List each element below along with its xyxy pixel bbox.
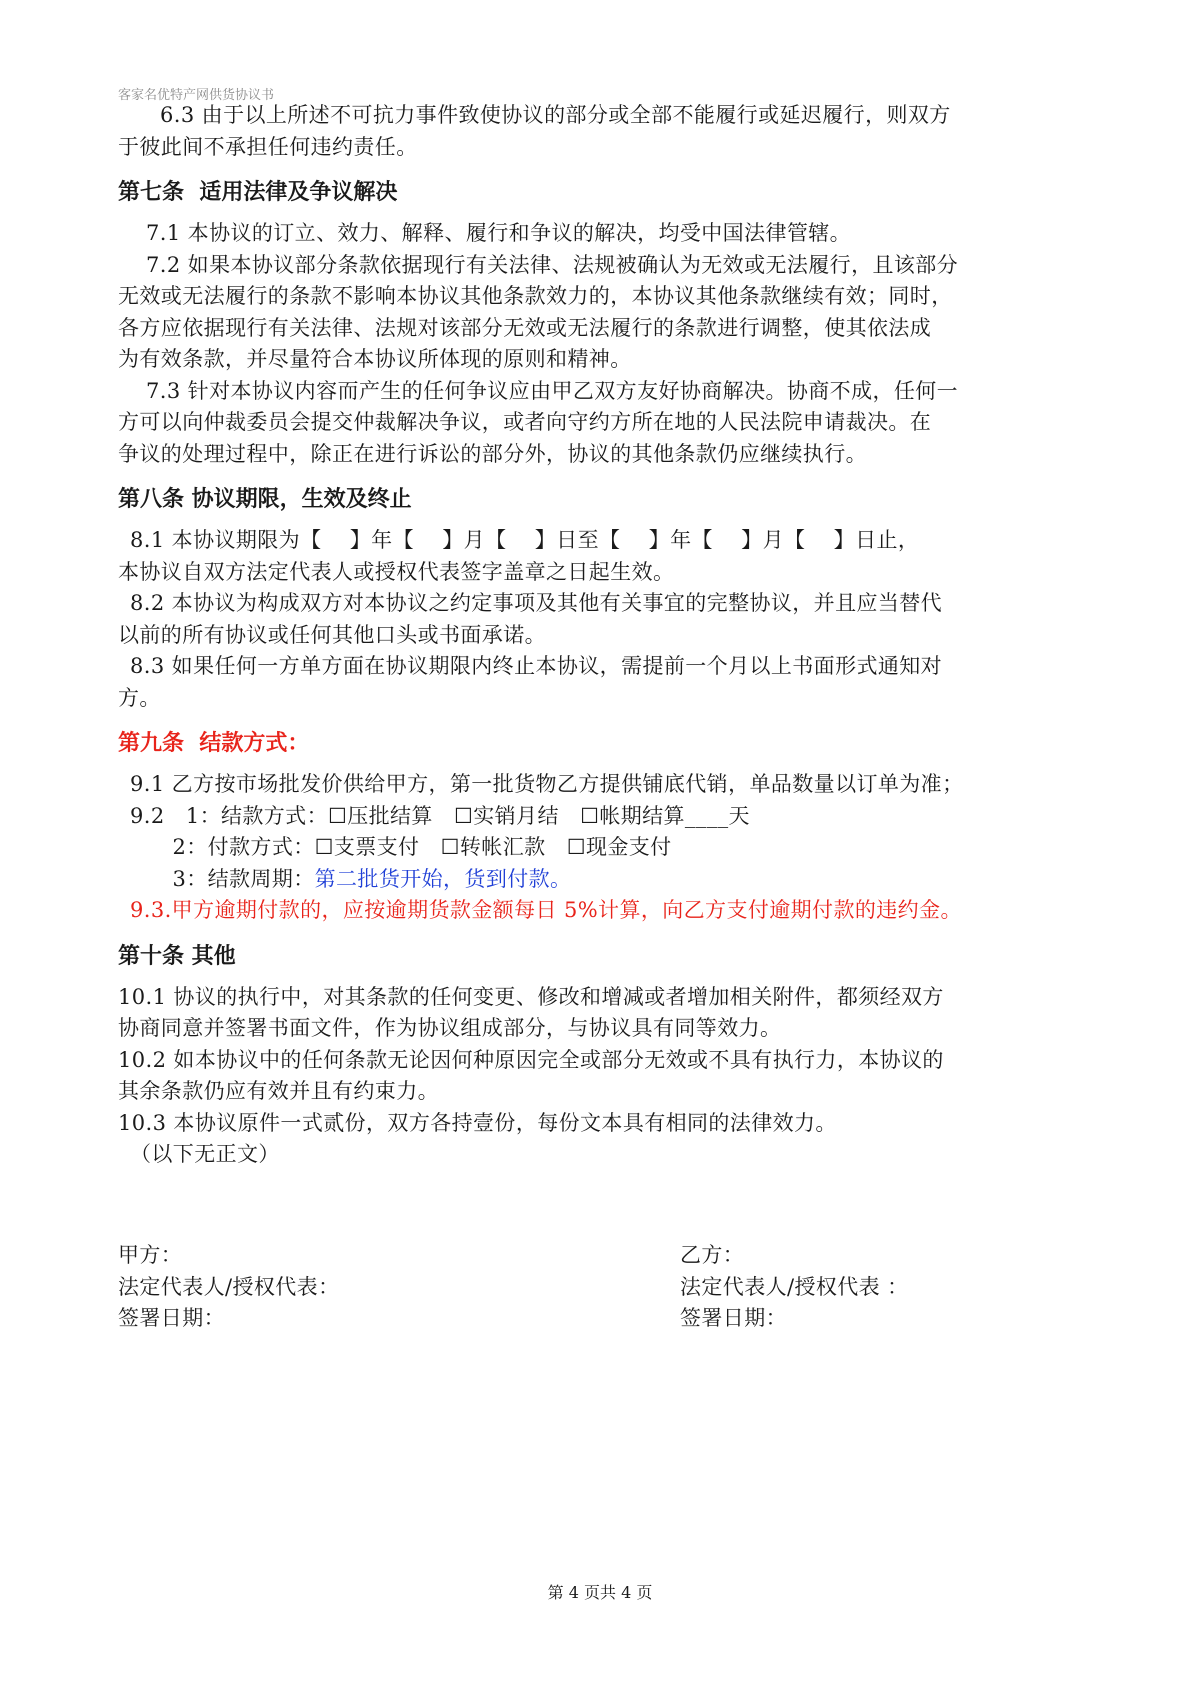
- clause-8-3-line-1: 8.3 如果任何一方单方面在协议期限内终止本协议，需提前一个月以上书面形式通知对: [130, 654, 943, 678]
- clause-10-2-line-1: 10.2 如本协议中的任何条款无论因何种原因完全或部分无效或不具有执行力，本协议的: [118, 1047, 944, 1072]
- clause-7-2-line-1: 7.2 如果本协议部分条款依据现行有关法律、法规被确认为无效或无法履行，且该部分: [146, 252, 959, 277]
- clause-8-1-line-2: 本协议自双方法定代表人或授权代表签字盖章之日起生效。: [118, 559, 675, 584]
- clause-8-1-line-1: 8.1 本协议期限为【 】年【 】月【 】日至【 】年【 】月【 】日止，: [130, 528, 920, 552]
- party-b-signature: [680, 1240, 909, 1335]
- party-b-date: 签署日期：: [680, 1306, 787, 1330]
- party-a-date: 签署日期：: [118, 1306, 225, 1330]
- clause-7-3-line-2: 方可以向仲裁委员会提交仲裁解决争议，或者向守约方所在地的人民法院申请裁决。在: [118, 410, 932, 434]
- no-further-text-note: （以下无正文）: [130, 1142, 280, 1166]
- clause-10-2-line-2: 其余条款仍应有效并且有约束力。: [118, 1079, 439, 1103]
- clause-7-1: 7.1 本协议的订立、效力、解释、履行和争议的解决，均受中国法律管辖。: [146, 221, 852, 245]
- clause-7-2-line-3: 各方应依据现行有关法律、法规对该部分无效或无法履行的条款进行调整，使其依法成: [118, 315, 932, 340]
- section-7-title: 第七条 适用法律及争议解决: [118, 180, 398, 205]
- running-header: 客家名优特产网供货协议书: [118, 88, 275, 103]
- section-8-title: 第八条 协议期限，生效及终止: [118, 487, 412, 512]
- clause-9-2-settlement-cycle: [118, 864, 1066, 896]
- settlement-cycle-value: 第二批货开始，货到付款。: [314, 866, 572, 891]
- page-number: 第 4 页共 4 页: [547, 1583, 653, 1602]
- clause-9-1: 9.1 乙方按市场批发价供给甲方，第一批货物乙方提供铺底代销，单品数量以订单为准；: [130, 772, 964, 796]
- party-b-label: 乙方：: [680, 1243, 745, 1267]
- clause-6-3-line-2: 于彼此间不承担任何违约责任。: [118, 134, 418, 159]
- clause-7-3-line-3: 争议的处理过程中，除正在进行诉讼的部分外，协议的其他条款仍应继续执行。: [118, 441, 867, 466]
- settlement-cycle-label: 3：结款周期：: [130, 866, 315, 891]
- document-body: [118, 100, 1066, 1171]
- clause-8-2-line-2: 以前的所有协议或任何其他口头或书面承诺。: [118, 622, 546, 647]
- clause-8-3-line-2: 方。: [118, 685, 161, 710]
- party-a-signature: [118, 1240, 339, 1335]
- clause-7-2-line-4: 为有效条款，并尽量符合本协议所体现的原则和精神。: [118, 347, 632, 371]
- clause-10-1-line-2: 协商同意并签署书面文件，作为协议组成部分，与协议具有同等效力。: [118, 1016, 782, 1040]
- section-10-title: 第十条 其他: [118, 943, 236, 969]
- clause-7-3-line-1: 7.3 针对本协议内容而产生的任何争议应由甲乙双方友好协商解决。协商不成，任何一: [146, 378, 959, 403]
- party-a-label: 甲方：: [118, 1243, 183, 1267]
- clause-10-1-line-1: 10.1 协议的执行中，对其条款的任何变更、修改和增减或者增加相关附件，都须经双方: [118, 984, 944, 1009]
- section-9-title: 第九条 结款方式：: [118, 731, 310, 756]
- clause-8-2-line-1: 8.2 本协议为构成双方对本协议之约定事项及其他有关事宜的完整协议，并且应当替代: [130, 591, 943, 615]
- party-b-representative: 法定代表人/授权代表 ：: [680, 1274, 909, 1299]
- clause-9-2-payment-method: 2：付款方式：☐支票支付 ☐转帐汇款 ☐现金支付: [130, 835, 672, 859]
- party-a-representative: 法定代表人/授权代表：: [118, 1274, 340, 1299]
- clause-9-3: 9.3.甲方逾期付款的，应按逾期货款金额每日 5%计算，向乙方支付逾期付款的违约金。: [130, 898, 962, 922]
- clause-7-2-line-2: 无效或无法履行的条款不影响本协议其他条款效力的，本协议其他条款继续有效；同时，: [118, 284, 953, 308]
- clause-9-2-settlement-method: 9.2 1：结款方式：☐压批结算 ☐实销月结 ☐帐期结算____天: [130, 803, 750, 828]
- clause-6-3-line-1: 6.3 由于以上所述不可抗力事件致使协议的部分或全部不能履行或延迟履行，则双方: [160, 103, 951, 127]
- clause-10-3: 10.3 本协议原件一式贰份，双方各持壹份，每份文本具有相同的法律效力。: [118, 1110, 837, 1135]
